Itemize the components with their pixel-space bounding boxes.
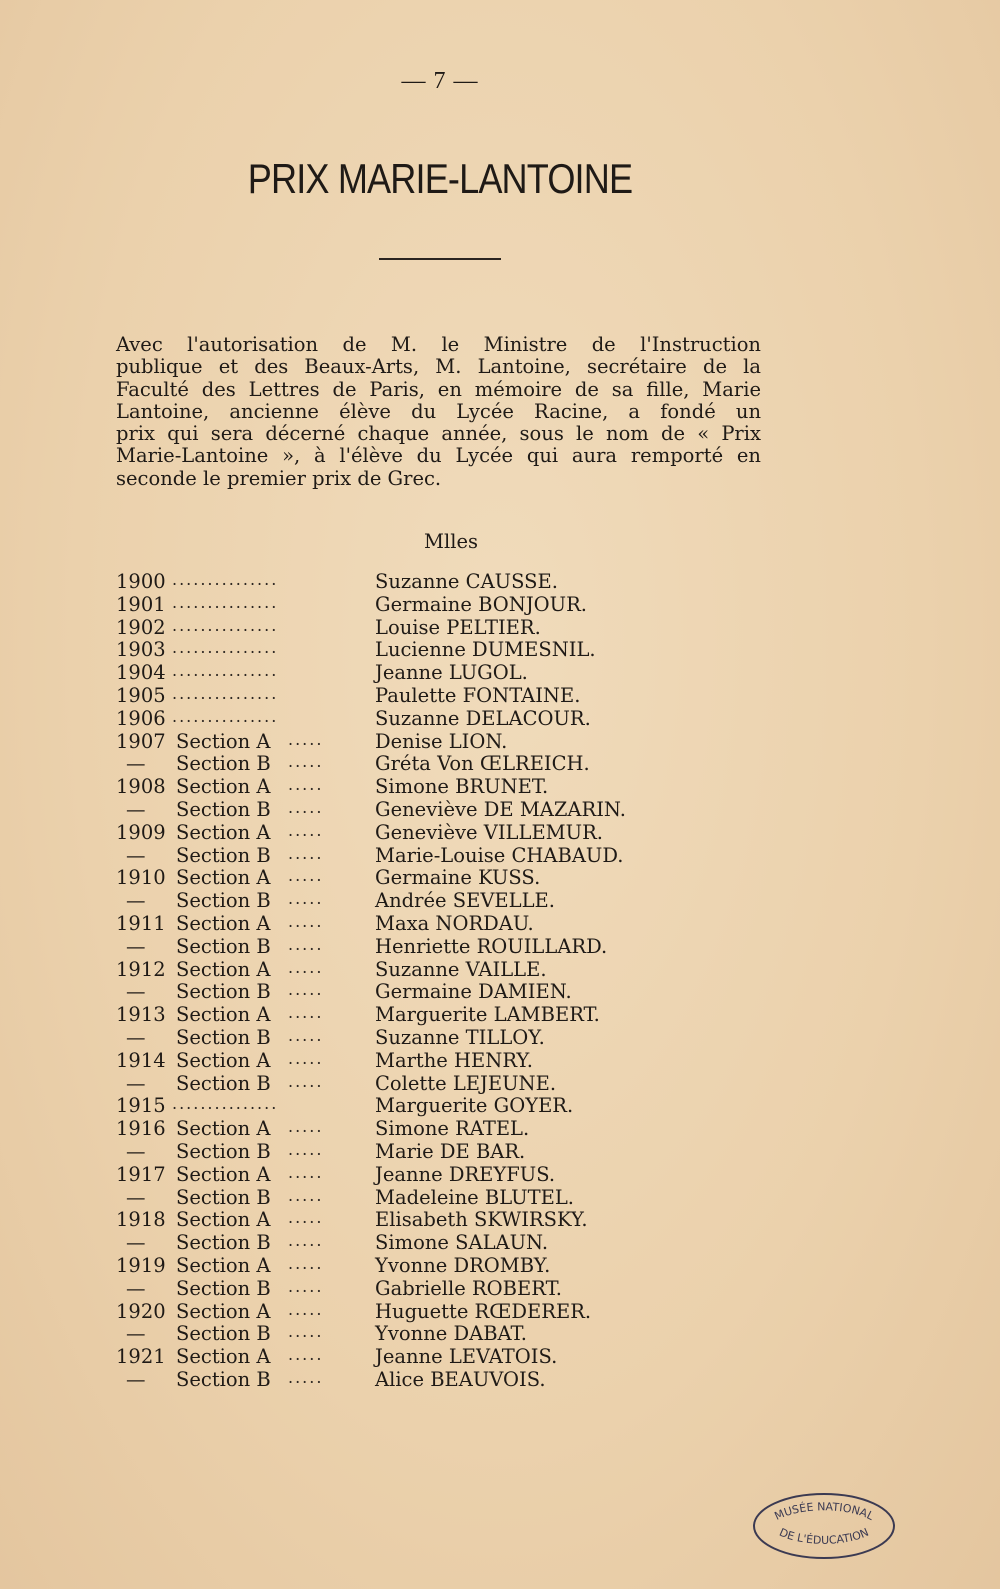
laureate-name: Jeanne LUGOL.	[375, 661, 528, 685]
laureate-year: 1911	[116, 911, 166, 935]
svg-text:DE L'ÉDUCATION	[777, 1526, 870, 1547]
laureate-row	[116, 752, 736, 775]
laureate-section: Section B	[176, 797, 271, 821]
dot-leader: ...............	[172, 615, 279, 635]
dot-leader: .....	[288, 957, 324, 977]
laureate-row	[116, 821, 736, 844]
laureate-name: Germaine DAMIEN.	[375, 980, 572, 1004]
laureate-section: Section A	[176, 1117, 271, 1141]
intro-line: publique et des Beaux-Arts, M. Lantoine, secrétaire de la	[116, 355, 761, 379]
laureate-name: Alice BEAUVOIS.	[375, 1367, 546, 1391]
laureate-row	[116, 661, 736, 684]
dot-leader: .....	[288, 1048, 324, 1068]
laureate-name: Louise PELTIER.	[375, 615, 541, 639]
laureate-year: 1914	[116, 1048, 166, 1072]
laureate-row	[116, 1163, 736, 1186]
laureate-row	[116, 844, 736, 867]
page-title: PRIX MARIE-LANTOINE	[247, 155, 633, 202]
laureate-name: Germaine BONJOUR.	[375, 592, 587, 616]
laureate-name: Marguerite LAMBERT.	[375, 1003, 600, 1027]
laureate-name: Andrée SEVELLE.	[375, 889, 555, 913]
laureate-year: —	[126, 1367, 146, 1391]
laureate-row	[116, 1368, 736, 1391]
laureate-row	[116, 1094, 736, 1117]
laureate-name: Geneviève VILLEMUR.	[375, 820, 603, 844]
laureate-section: Section B	[176, 752, 271, 776]
laureate-row	[116, 1003, 736, 1026]
intro-paragraph	[116, 334, 761, 490]
stamp-bottom-text: DE L'ÉDUCATION	[777, 1525, 871, 1547]
laureate-row	[116, 1322, 736, 1345]
laureate-year: 1912	[116, 957, 166, 981]
laureate-year: —	[126, 843, 146, 867]
intro-line: prix qui sera décerné chaque année, sous le nom de « Prix	[116, 422, 761, 446]
laureate-row	[116, 1186, 736, 1209]
page-number: — 7 —	[401, 68, 479, 94]
dot-leader: .....	[288, 934, 324, 954]
laureate-row	[116, 1345, 736, 1368]
laureate-name: Henriette ROUILLARD.	[375, 934, 608, 958]
laureate-name: Gréta Von ŒLREICH.	[375, 752, 590, 776]
laureate-year: 1908	[116, 775, 166, 799]
laureate-section: Section A	[176, 1345, 271, 1369]
laureate-year: 1905	[116, 683, 166, 707]
laureate-row	[116, 1277, 736, 1300]
laureate-year: 1917	[116, 1162, 166, 1186]
laureate-name: Suzanne CAUSSE.	[375, 570, 558, 593]
laureate-row	[116, 958, 736, 981]
laureate-section: Section A	[176, 911, 271, 935]
laureate-name: Elisabeth SKWIRSKY.	[375, 1208, 588, 1232]
laureate-year: 1904	[116, 661, 166, 685]
laureate-year: 1906	[116, 706, 166, 730]
laureate-name: Marthe HENRY.	[375, 1048, 533, 1072]
laureate-year: 1920	[116, 1299, 166, 1323]
dot-leader: .....	[288, 775, 324, 795]
laureate-year: —	[126, 1025, 146, 1049]
laureate-name: Marguerite GOYER.	[375, 1094, 574, 1118]
laureate-row	[116, 1140, 736, 1163]
laureate-name: Marie-Louise CHABAUD.	[375, 843, 624, 867]
laureate-row	[116, 775, 736, 798]
laureate-section: Section B	[176, 1231, 271, 1255]
laureate-row	[116, 1208, 736, 1231]
laureate-section: Section A	[176, 957, 271, 981]
laureate-section: Section B	[176, 1367, 271, 1391]
laureate-name: Jeanne LEVATOIS.	[375, 1345, 558, 1369]
laureate-row	[116, 1072, 736, 1095]
laureate-section: Section A	[176, 1048, 271, 1072]
laureate-name: Madeleine BLUTEL.	[375, 1185, 574, 1209]
laureate-row	[116, 570, 736, 593]
laureate-name: Marie DE BAR.	[375, 1139, 526, 1163]
dot-leader: .....	[288, 1071, 324, 1091]
dot-leader: .....	[288, 729, 324, 749]
dot-leader: .....	[288, 1003, 324, 1023]
laureate-row	[116, 935, 736, 958]
laureate-year: —	[126, 934, 146, 958]
laureate-section: Section A	[176, 729, 271, 753]
laureate-section: Section A	[176, 775, 271, 799]
dot-leader: .....	[288, 1345, 324, 1365]
laureates-list	[116, 570, 736, 1391]
dot-leader: .....	[288, 1185, 324, 1205]
intro-line: Faculté des Lettres de Paris, en mémoire de sa fille, Marie	[116, 377, 761, 401]
laureate-year: 1909	[116, 820, 166, 844]
laureate-row	[116, 707, 736, 730]
laureate-row	[116, 638, 736, 661]
laureate-row	[116, 1117, 736, 1140]
laureate-year: —	[126, 797, 146, 821]
laureate-section: Section B	[176, 1276, 271, 1300]
dot-leader: .....	[288, 1231, 324, 1251]
svg-text:MUSÉE NATIONAL	[773, 1500, 877, 1523]
laureate-year: —	[126, 1276, 146, 1300]
laureate-row	[116, 730, 736, 753]
dot-leader: .....	[288, 866, 324, 886]
laureate-year: 1900	[116, 570, 166, 593]
dot-leader: .....	[288, 1367, 324, 1387]
laureate-year: —	[126, 1139, 146, 1163]
laureate-row	[116, 593, 736, 616]
laureate-section: Section B	[176, 843, 271, 867]
laureate-section: Section A	[176, 1003, 271, 1027]
laureate-section: Section A	[176, 1208, 271, 1232]
laureate-name: Denise LION.	[375, 729, 508, 753]
laureate-section: Section A	[176, 1253, 271, 1277]
laureate-row	[116, 1026, 736, 1049]
dot-leader: .....	[288, 1253, 324, 1273]
laureate-section: Section A	[176, 1162, 271, 1186]
laureate-name: Colette LEJEUNE.	[375, 1071, 557, 1095]
dot-leader: .....	[288, 752, 324, 772]
laureate-row	[116, 1300, 736, 1323]
laureate-year: 1907	[116, 729, 166, 753]
laureate-row	[116, 889, 736, 912]
dot-leader: .....	[288, 1162, 324, 1182]
laureate-row	[116, 912, 736, 935]
laureate-section: Section B	[176, 980, 271, 1004]
laureate-name: Huguette RŒDERER.	[375, 1299, 592, 1323]
laureate-section: Section A	[176, 1299, 271, 1323]
laureate-name: Geneviève DE MAZARIN.	[375, 797, 626, 821]
laureate-name: Suzanne DELACOUR.	[375, 706, 591, 730]
intro-line: Avec l'autorisation de M. le Ministre de l'Instruction	[116, 333, 761, 356]
dot-leader: .....	[288, 1276, 324, 1296]
laureate-name: Suzanne TILLOY.	[375, 1025, 545, 1049]
dot-leader: ...............	[172, 683, 279, 703]
dot-leader: .....	[288, 843, 324, 863]
intro-line: Lantoine, ancienne élève du Lycée Racine, a fondé un	[116, 399, 761, 423]
dot-leader: .....	[288, 797, 324, 817]
museum-stamp	[750, 1490, 898, 1562]
dot-leader: ...............	[172, 592, 279, 612]
laureate-section: Section B	[176, 1322, 271, 1346]
laureate-row	[116, 798, 736, 821]
laureate-section: Section B	[176, 1025, 271, 1049]
laureate-name: Yvonne DABAT.	[375, 1322, 527, 1346]
laureate-row	[116, 1231, 736, 1254]
intro-line: Marie-Lantoine », à l'élève du Lycée qui aura remporté en	[116, 444, 761, 468]
dot-leader: ...............	[172, 706, 279, 726]
laureate-year: —	[126, 1071, 146, 1095]
laureate-year: —	[126, 980, 146, 1004]
laureate-year: 1901	[116, 592, 166, 616]
dot-leader: ...............	[172, 1094, 279, 1114]
laureate-row	[116, 616, 736, 639]
laureate-section: Section A	[176, 866, 271, 890]
laureate-section: Section B	[176, 1139, 271, 1163]
laureate-name: Simone RATEL.	[375, 1117, 530, 1141]
laureate-name: Paulette FONTAINE.	[375, 683, 581, 707]
laureate-section: Section A	[176, 820, 271, 844]
dot-leader: .....	[288, 820, 324, 840]
laureate-name: Yvonne DROMBY.	[375, 1253, 551, 1277]
dot-leader: .....	[288, 1208, 324, 1228]
laureate-name: Simone BRUNET.	[375, 775, 549, 799]
laureate-year: 1903	[116, 638, 166, 662]
laureate-year: 1910	[116, 866, 166, 890]
laureate-year: —	[126, 1231, 146, 1255]
laureate-year: 1915	[116, 1094, 166, 1118]
dot-leader: .....	[288, 1025, 324, 1045]
laureate-row	[116, 1254, 736, 1277]
laureate-row	[116, 1049, 736, 1072]
laureate-year: 1916	[116, 1117, 166, 1141]
laureate-year: 1921	[116, 1345, 166, 1369]
laureate-year: —	[126, 1322, 146, 1346]
intro-line: seconde le premier prix de Grec.	[116, 466, 442, 490]
dot-leader: .....	[288, 1117, 324, 1137]
laureate-year: —	[126, 752, 146, 776]
dot-leader: ...............	[172, 638, 279, 658]
laureate-year: —	[126, 1185, 146, 1209]
laureate-name: Jeanne DREYFUS.	[375, 1162, 556, 1186]
dot-leader: .....	[288, 889, 324, 909]
laureate-year: 1902	[116, 615, 166, 639]
laureate-year: 1918	[116, 1208, 166, 1232]
dot-leader: .....	[288, 1299, 324, 1319]
dot-leader: ...............	[172, 570, 279, 589]
laureate-name: Lucienne DUMESNIL.	[375, 638, 596, 662]
dot-leader: .....	[288, 911, 324, 931]
laureate-section: Section B	[176, 1071, 271, 1095]
dot-leader: .....	[288, 980, 324, 1000]
laureate-section: Section B	[176, 889, 271, 913]
laureate-name: Germaine KUSS.	[375, 866, 541, 890]
laureate-name: Suzanne VAILLE.	[375, 957, 547, 981]
laureate-section: Section B	[176, 1185, 271, 1209]
laureate-row	[116, 684, 736, 707]
dot-leader: .....	[288, 1322, 324, 1342]
mlles-heading: Mlles	[424, 530, 478, 553]
dot-leader: .....	[288, 1139, 324, 1159]
laureate-name: Gabrielle ROBERT.	[375, 1276, 562, 1300]
dot-leader: ...............	[172, 661, 279, 681]
laureate-name: Maxa NORDAU.	[375, 911, 534, 935]
laureate-name: Simone SALAUN.	[375, 1231, 549, 1255]
laureate-year: 1913	[116, 1003, 166, 1027]
laureate-row	[116, 866, 736, 889]
laureate-year: —	[126, 889, 146, 913]
laureate-section: Section B	[176, 934, 271, 958]
laureate-year: 1919	[116, 1253, 166, 1277]
stamp-top-text: MUSÉE NATIONAL	[772, 1500, 876, 1523]
laureate-row	[116, 980, 736, 1003]
title-rule	[379, 258, 501, 260]
